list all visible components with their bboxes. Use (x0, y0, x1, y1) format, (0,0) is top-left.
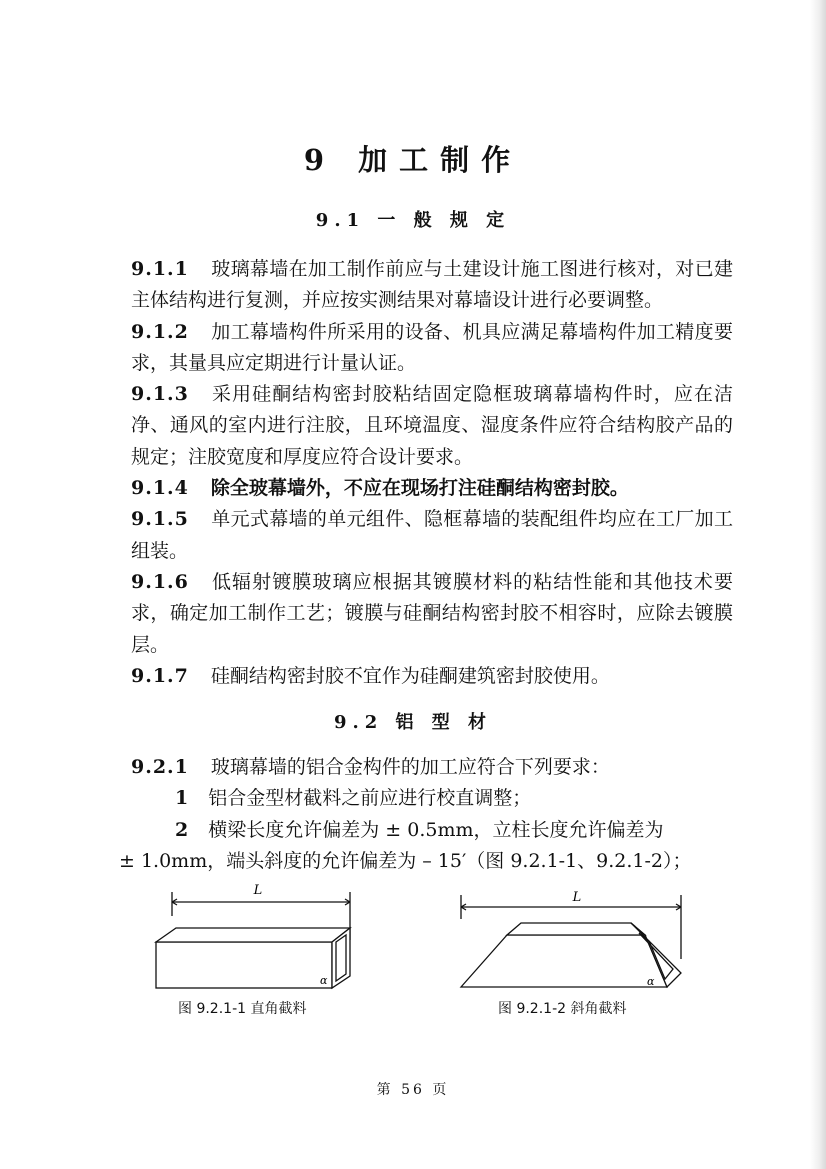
figure-caption-9-2-1-1: 图 9.2.1-1 直角截料 (178, 1001, 307, 1017)
dimension-label-L: L (572, 890, 582, 905)
clause-9-1-4 (131, 473, 733, 504)
item-text: 横梁长度允许偏差为 ± 0.5mm，立柱长度允许偏差为 (208, 818, 664, 841)
clause-number: 9.1.7 (131, 664, 189, 687)
clause-number: 9.1.5 (131, 508, 189, 531)
clause-number: 9.1.3 (131, 383, 189, 406)
item-number: 2 (175, 818, 189, 841)
chapter-title: 9 加工制作 (303, 143, 523, 177)
clause-9-1-7 (131, 661, 733, 692)
figure-caption-9-2-1-2: 图 9.2.1-2 斜角截料 (498, 1001, 627, 1017)
figure-right-angle-cut (150, 880, 360, 990)
section-title-9-1: 9.1 一 般 规 定 (315, 210, 511, 231)
clause-number: 9.1.6 (131, 570, 189, 593)
section-body-9-1 (131, 254, 733, 692)
clause-text: 单元式幕墙的单元组件、隐框幕墙的装配组件均应在工厂加工组装。 (131, 508, 733, 562)
clause-text: 采用硅酮结构密封胶粘结固定隐框玻璃幕墙构件时，应在洁净、通风的室内进行注胶，且环境温度、湿度条件应符合结构胶产品的规定；注胶宽度和厚度应符合设计要求。 (131, 383, 733, 468)
clause-number: 9.1.4 (131, 477, 189, 500)
list-item-2 (131, 815, 733, 846)
section-body-9-2 (119, 752, 733, 877)
clause-9-2-1 (131, 752, 733, 783)
figure-oblique-angle-cut (455, 885, 685, 990)
clause-text: 硅酮结构密封胶不宜作为硅酮建筑密封胶使用。 (210, 664, 610, 687)
clause-9-1-2 (131, 317, 733, 380)
page-number: 第 56 页 (376, 1082, 450, 1098)
list-item-1 (131, 783, 733, 814)
clause-text: 低辐射镀膜玻璃应根据其镀膜材料的粘结性能和其他技术要求，确定加工制作工艺；镀膜与硅酮结构密封胶不相容时，应除去镀膜层。 (131, 570, 733, 656)
clause-9-1-5 (131, 504, 733, 567)
clause-9-1-1 (131, 254, 733, 317)
clause-number: 9.2.1 (131, 756, 189, 778)
angle-label-alpha: α (320, 974, 328, 987)
clause-text: 加工幕墙构件所采用的设备、机具应满足幕墙构件加工精度要求，其量具应定期进行计量认证。 (131, 320, 733, 374)
item-text: 铝合金型材截料之前应进行校直调整； (208, 787, 532, 810)
clause-text: 玻璃幕墙的铝合金构件的加工应符合下列要求： (210, 756, 610, 778)
clause-number: 9.1.2 (131, 320, 189, 343)
clause-9-1-6 (131, 567, 733, 661)
dimension-label-L: L (253, 883, 263, 898)
clause-text: 除全玻幕墙外，不应在现场打注硅酮结构密封胶。 (210, 477, 629, 500)
angle-label-alpha: α (647, 975, 655, 988)
item-number: 1 (175, 787, 189, 810)
clause-number: 9.1.1 (131, 258, 189, 280)
clause-9-1-3 (131, 379, 733, 473)
section-title-9-2: 9.2 铝 型 材 (333, 712, 493, 733)
clause-text: 玻璃幕墙在加工制作前应与土建设计施工图进行核对，对已建主体结构进行复测，并应按实测结果对幕墙设计进行必要调整。 (131, 258, 733, 312)
list-item-2-continuation: ± 1.0mm，端头斜度的允许偏差为 – 15′（图 9.2.1-1、9.2.1-2）； (119, 849, 692, 872)
